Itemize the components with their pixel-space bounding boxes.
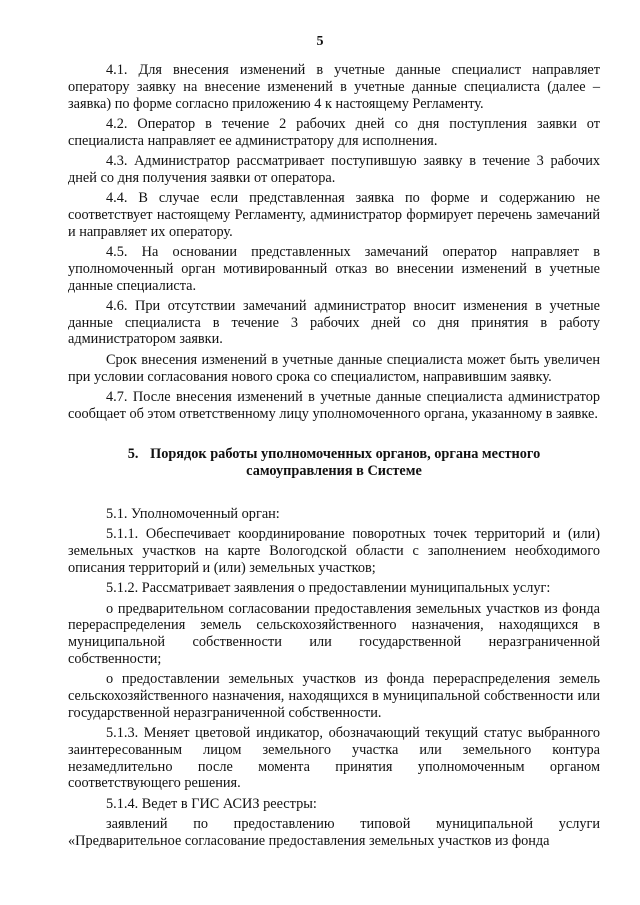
paragraph-4-2: 4.2. Оператор в течение 2 рабочих дней со дня поступления заявки от специалиста направляет ее администратору для исполнения. <box>68 115 600 149</box>
paragraph-service-1: о предварительном согласовании предоставления земельных участков из фонда перераспределения земель сельскохозяйственного назначения, находящихся в муниципальной собственности или государственной неразграниченной собственности; <box>68 600 600 667</box>
paragraph-4-1: 4.1. Для внесения изменений в учетные данные специалист направляет оператору заявку на внесение изменений в учетные данные специалиста (далее – заявка) по форме согласно приложению 4 к настоящему Регламенту. <box>68 62 600 112</box>
paragraph-4-7: 4.7. После внесения изменений в учетные данные специалиста администратор сообщает об этом ответственному лицу уполномоченного органа, указанному в заявке. <box>68 388 600 422</box>
paragraph-5-1: 5.1. Уполномоченный орган: <box>106 506 280 523</box>
section-title: Порядок работы уполномоченных органов, органа местного самоуправления в Системе <box>150 446 541 480</box>
paragraph-service-2: о предоставлении земельных участков из фонда перераспределения земель сельскохозяйственного назначения, находящихся в муниципальной собственности или государственной неразграниченной собственности. <box>68 671 600 721</box>
paragraph-5-1-3: 5.1.3. Меняет цветовой индикатор, обозначающий текущий статус выбранного заинтересованным лицом земельного участка или земельного контура незамедлительно после момента принятия уполномоченным органом соответствующего решения. <box>68 725 600 792</box>
page-number: 5 <box>316 34 324 49</box>
paragraph-5-1-4: 5.1.4. Ведет в ГИС АСИЗ реестры: <box>106 795 317 812</box>
paragraph-term: Срок внесения изменений в учетные данные специалиста может быть увеличен при условии согласования нового срока со специалистом, направившим заявку. <box>68 351 600 385</box>
section-heading <box>88 446 580 480</box>
section-number: 5. <box>127 446 139 463</box>
paragraph-5-1-2: 5.1.2. Рассматривает заявления о предоставлении муниципальных услуг: <box>106 580 551 597</box>
paragraph-5-1-1: 5.1.1. Обеспечивает координирование поворотных точек территорий и (или) земельных участков на карте Вологодской области с заполнением необходимого описания территорий и (или) земельных участков; <box>68 526 600 576</box>
paragraph-4-4: 4.4. В случае если представленная заявка по форме и содержанию не соответствует настоящему Регламенту, администратор формирует перечень замечаний и направляет их оператору. <box>68 190 600 240</box>
paragraph-4-5: 4.5. На основании представленных замечаний оператор направляет в уполномоченный орган мотивированный отказ во внесении изменений в учетные данные специалиста. <box>68 243 600 294</box>
paragraph-4-6: 4.6. При отсутствии замечаний администратор вносит изменения в учетные данные специалиста в течение 3 рабочих дней со дня принятия в работу администратором заявки. <box>68 297 600 348</box>
paragraph-4-3: 4.3. Администратор рассматривает поступившую заявку в течение 3 рабочих дней со дня получения заявки от оператора. <box>68 152 600 186</box>
paragraph-registries: заявлений по предоставлению типовой муниципальной услуги «Предварительное согласование предоставления земельных участков из фонда <box>68 816 600 849</box>
document-body <box>68 62 600 853</box>
